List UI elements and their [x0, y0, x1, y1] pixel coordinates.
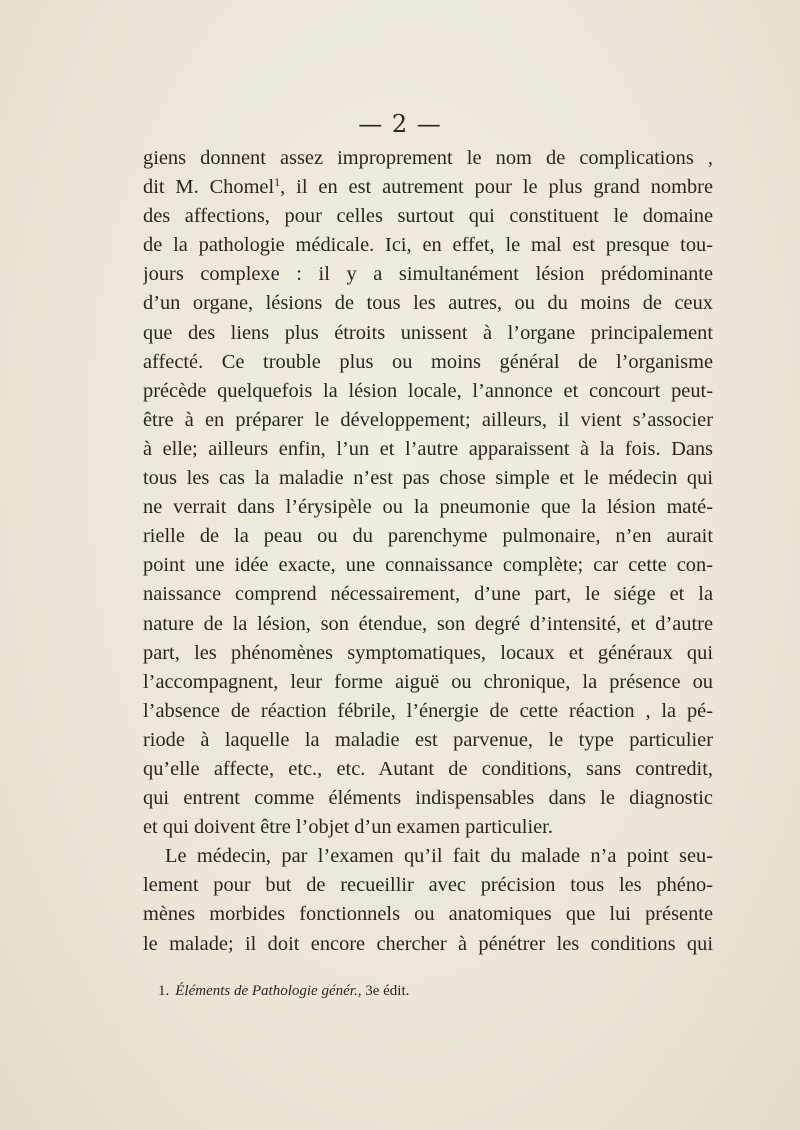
- text-line: qu’elle affecte, etc., etc. Autant de conditions, sans contredit,: [143, 757, 713, 780]
- text-line: mènes morbides fonctionnels ou anatomiques que lui présente: [143, 903, 713, 926]
- text-line: et qui doivent être l’objet d’un examen particulier.: [143, 816, 553, 839]
- page-number: — 2 —: [358, 110, 442, 138]
- text-line: affecté. Ce trouble plus ou moins général de l’organisme: [143, 350, 713, 373]
- text-line: giens donnent assez improprement le nom de complications ,: [143, 147, 713, 169]
- text-fragment: , il en est autrement pour le plus grand nombre: [280, 176, 713, 199]
- footnote-number: 1.: [158, 983, 170, 999]
- text-line: riode à laquelle la maladie est parvenue, le type particulier: [143, 728, 713, 751]
- text-line: qui entrent comme éléments indispensables dans le diagnostic: [143, 787, 713, 810]
- footnote-reference: 1: [274, 175, 281, 190]
- text-line: [143, 173, 713, 202]
- text-line: que des liens plus étroits unissent à l’organe principalement: [143, 321, 713, 344]
- text-line: l’accompagnent, leur forme aiguë ou chronique, la présence ou: [143, 670, 713, 693]
- text-line: d’un organe, lésions de tous les autres, ou du moins de ceux: [143, 292, 713, 315]
- text-line: de la pathologie médicale. Ici, en effet, le mal est presque tou-: [143, 234, 713, 257]
- text-line: point une idée exacte, une connaissance complète; car cette con-: [143, 554, 713, 577]
- text-line: précède quelquefois la lésion locale, l’annonce et concourt peut-: [143, 379, 713, 402]
- text-line: le malade; il doit encore chercher à pénétrer les conditions qui: [143, 932, 713, 955]
- text-fragment: dit M. Chomel: [143, 176, 275, 199]
- footnote-edition: , 3e édit.: [357, 983, 410, 999]
- footnote: [158, 983, 409, 1000]
- text-line: être à en préparer le développement; ailleurs, il vient s’associer: [143, 408, 713, 431]
- text-line: des affections, pour celles surtout qui constituent le domaine: [143, 205, 713, 228]
- text-line: tous les cas la maladie n’est pas chose simple et le médecin qui: [143, 467, 713, 490]
- text-line: nature de la lésion, son étendue, son degré d’intensité, et d’autre: [143, 612, 713, 635]
- text-line: jours complexe : il y a simultanément lésion prédominante: [143, 263, 713, 286]
- text-line: ne verrait dans l’érysipèle ou la pneumonie que la lésion maté-: [143, 496, 713, 519]
- text-line: naissance comprend nécessairement, d’une part, le siége et la: [143, 583, 713, 606]
- text-line: part, les phénomènes symptomatiques, locaux et généraux qui: [143, 641, 713, 664]
- text-line: à elle; ailleurs enfin, l’un et l’autre apparaissent à la fois. Dans: [143, 437, 713, 460]
- text-line: rielle de la peau ou du parenchyme pulmonaire, n’en aurait: [143, 525, 713, 548]
- text-line: l’absence de réaction fébrile, l’énergie de cette réaction , la pé-: [143, 699, 713, 722]
- text-line: lement pour but de recueillir avec précision tous les phéno-: [143, 874, 713, 897]
- text-line: Le médecin, par l’examen qu’il fait du malade n’a point seu-: [165, 845, 713, 868]
- footnote-title: Éléments de Pathologie génér.: [175, 983, 358, 999]
- body-text: [143, 144, 713, 959]
